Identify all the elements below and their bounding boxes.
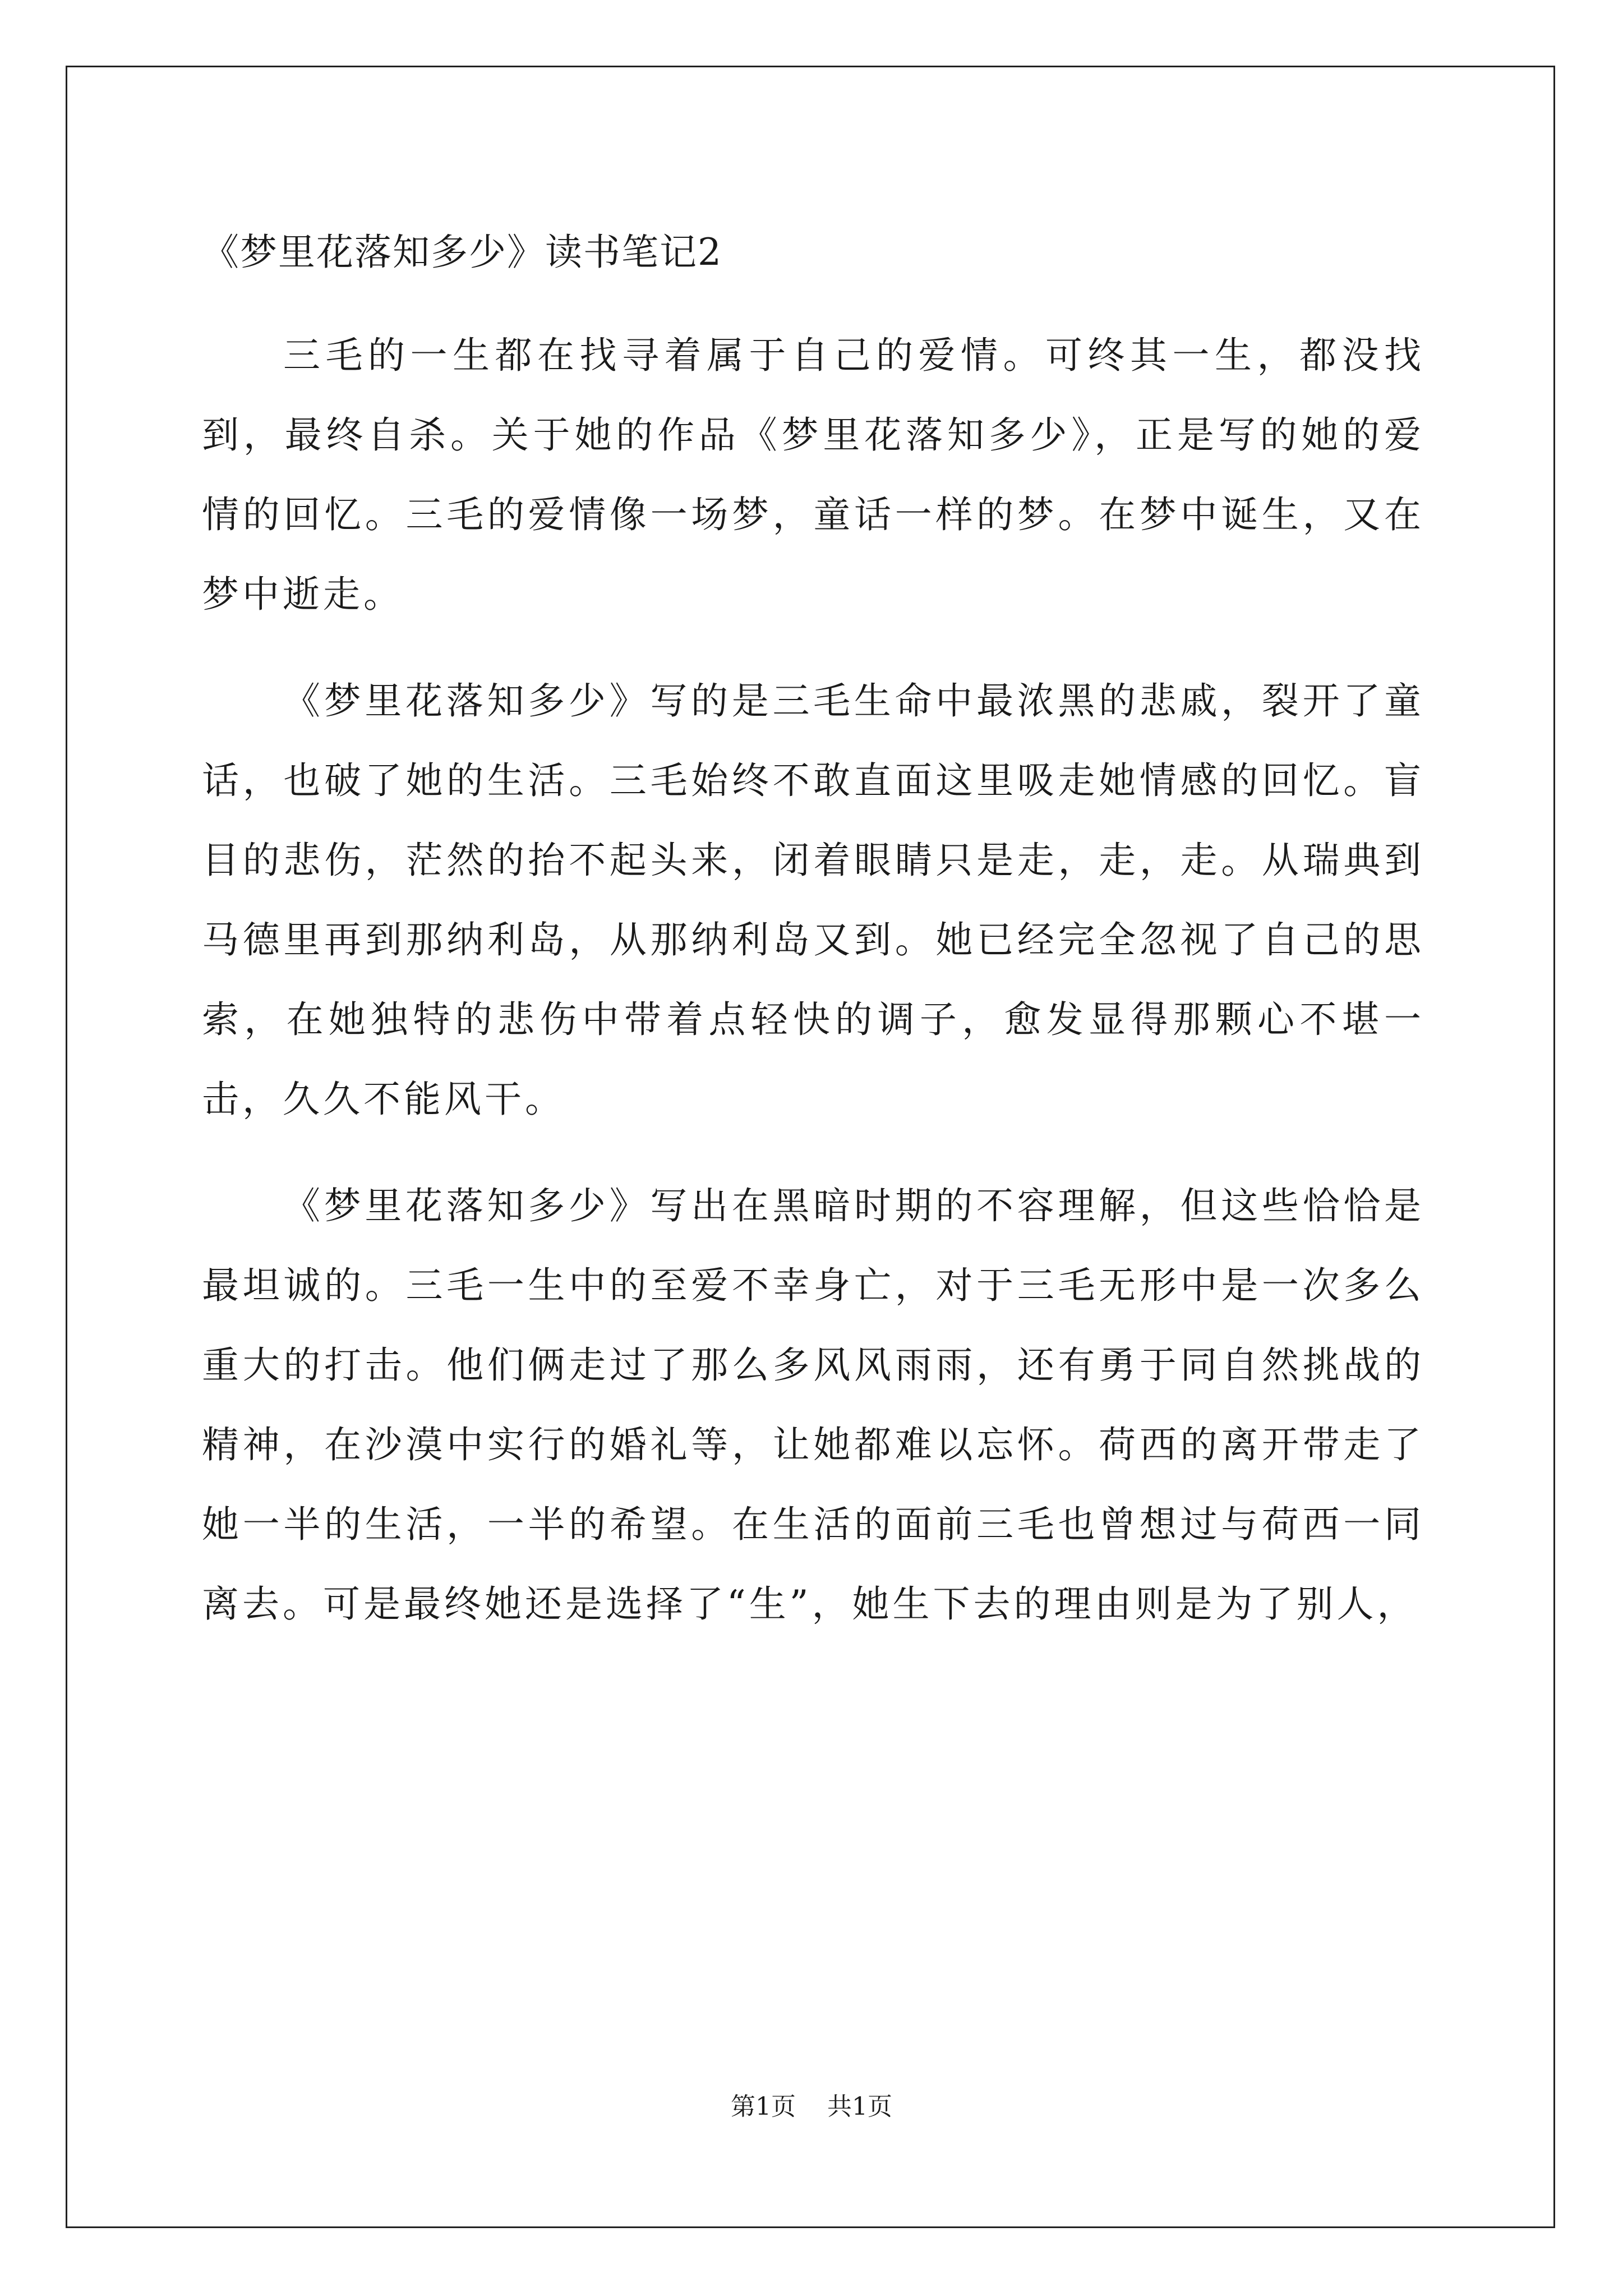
paragraph-3: 《梦里花落知多少》写出在黑暗时期的不容理解，但这些恰恰是最坦诚的。三毛一生中的至爱不幸身亡，对于三毛无形中是一次多么重大的打击。他们俩走过了那么多风风雨雨，还有勇于同自然挑战的精神，在沙漠中实行的婚礼等，让她都难以忘怀。荷西的离开带走了她一半的生活，一半的希望。在生活的面前三毛也曾想过与荷西一同离去。可是最终她还是选择了“生”，她生下去的理由则是为了别人，	[202, 1184, 1424, 1626]
page-footer	[0, 2090, 1623, 2124]
page-number: 第1页	[731, 2092, 796, 2121]
document-body	[202, 216, 1424, 1644]
page-total: 共1页	[827, 2092, 892, 2121]
paragraph-1: 三毛的一生都在找寻着属于自己的爱情。可终其一生，都没找到，最终自杀。关于她的作品《梦里花落知多少》，正是写的她的爱情的回忆。三毛的爱情像一场梦，童话一样的梦。在梦中诞生，又在梦中逝走。	[202, 334, 1424, 616]
paragraph-2: 《梦里花落知多少》写的是三毛生命中最浓黑的悲戚，裂开了童话，也破了她的生活。三毛始终不敢直面这里吸走她情感的回忆。盲目的悲伤，茫然的抬不起头来，闭着眼睛只是走，走，走。从瑞典到马德里再到那纳利岛，从那纳利岛又到。她已经完全忽视了自己的思索，在她独特的悲伤中带着点轻快的调子，愈发显得那颗心不堪一击，久久不能风干。	[202, 679, 1424, 1121]
document-title: 《梦里花落知多少》读书笔记2	[202, 231, 722, 274]
